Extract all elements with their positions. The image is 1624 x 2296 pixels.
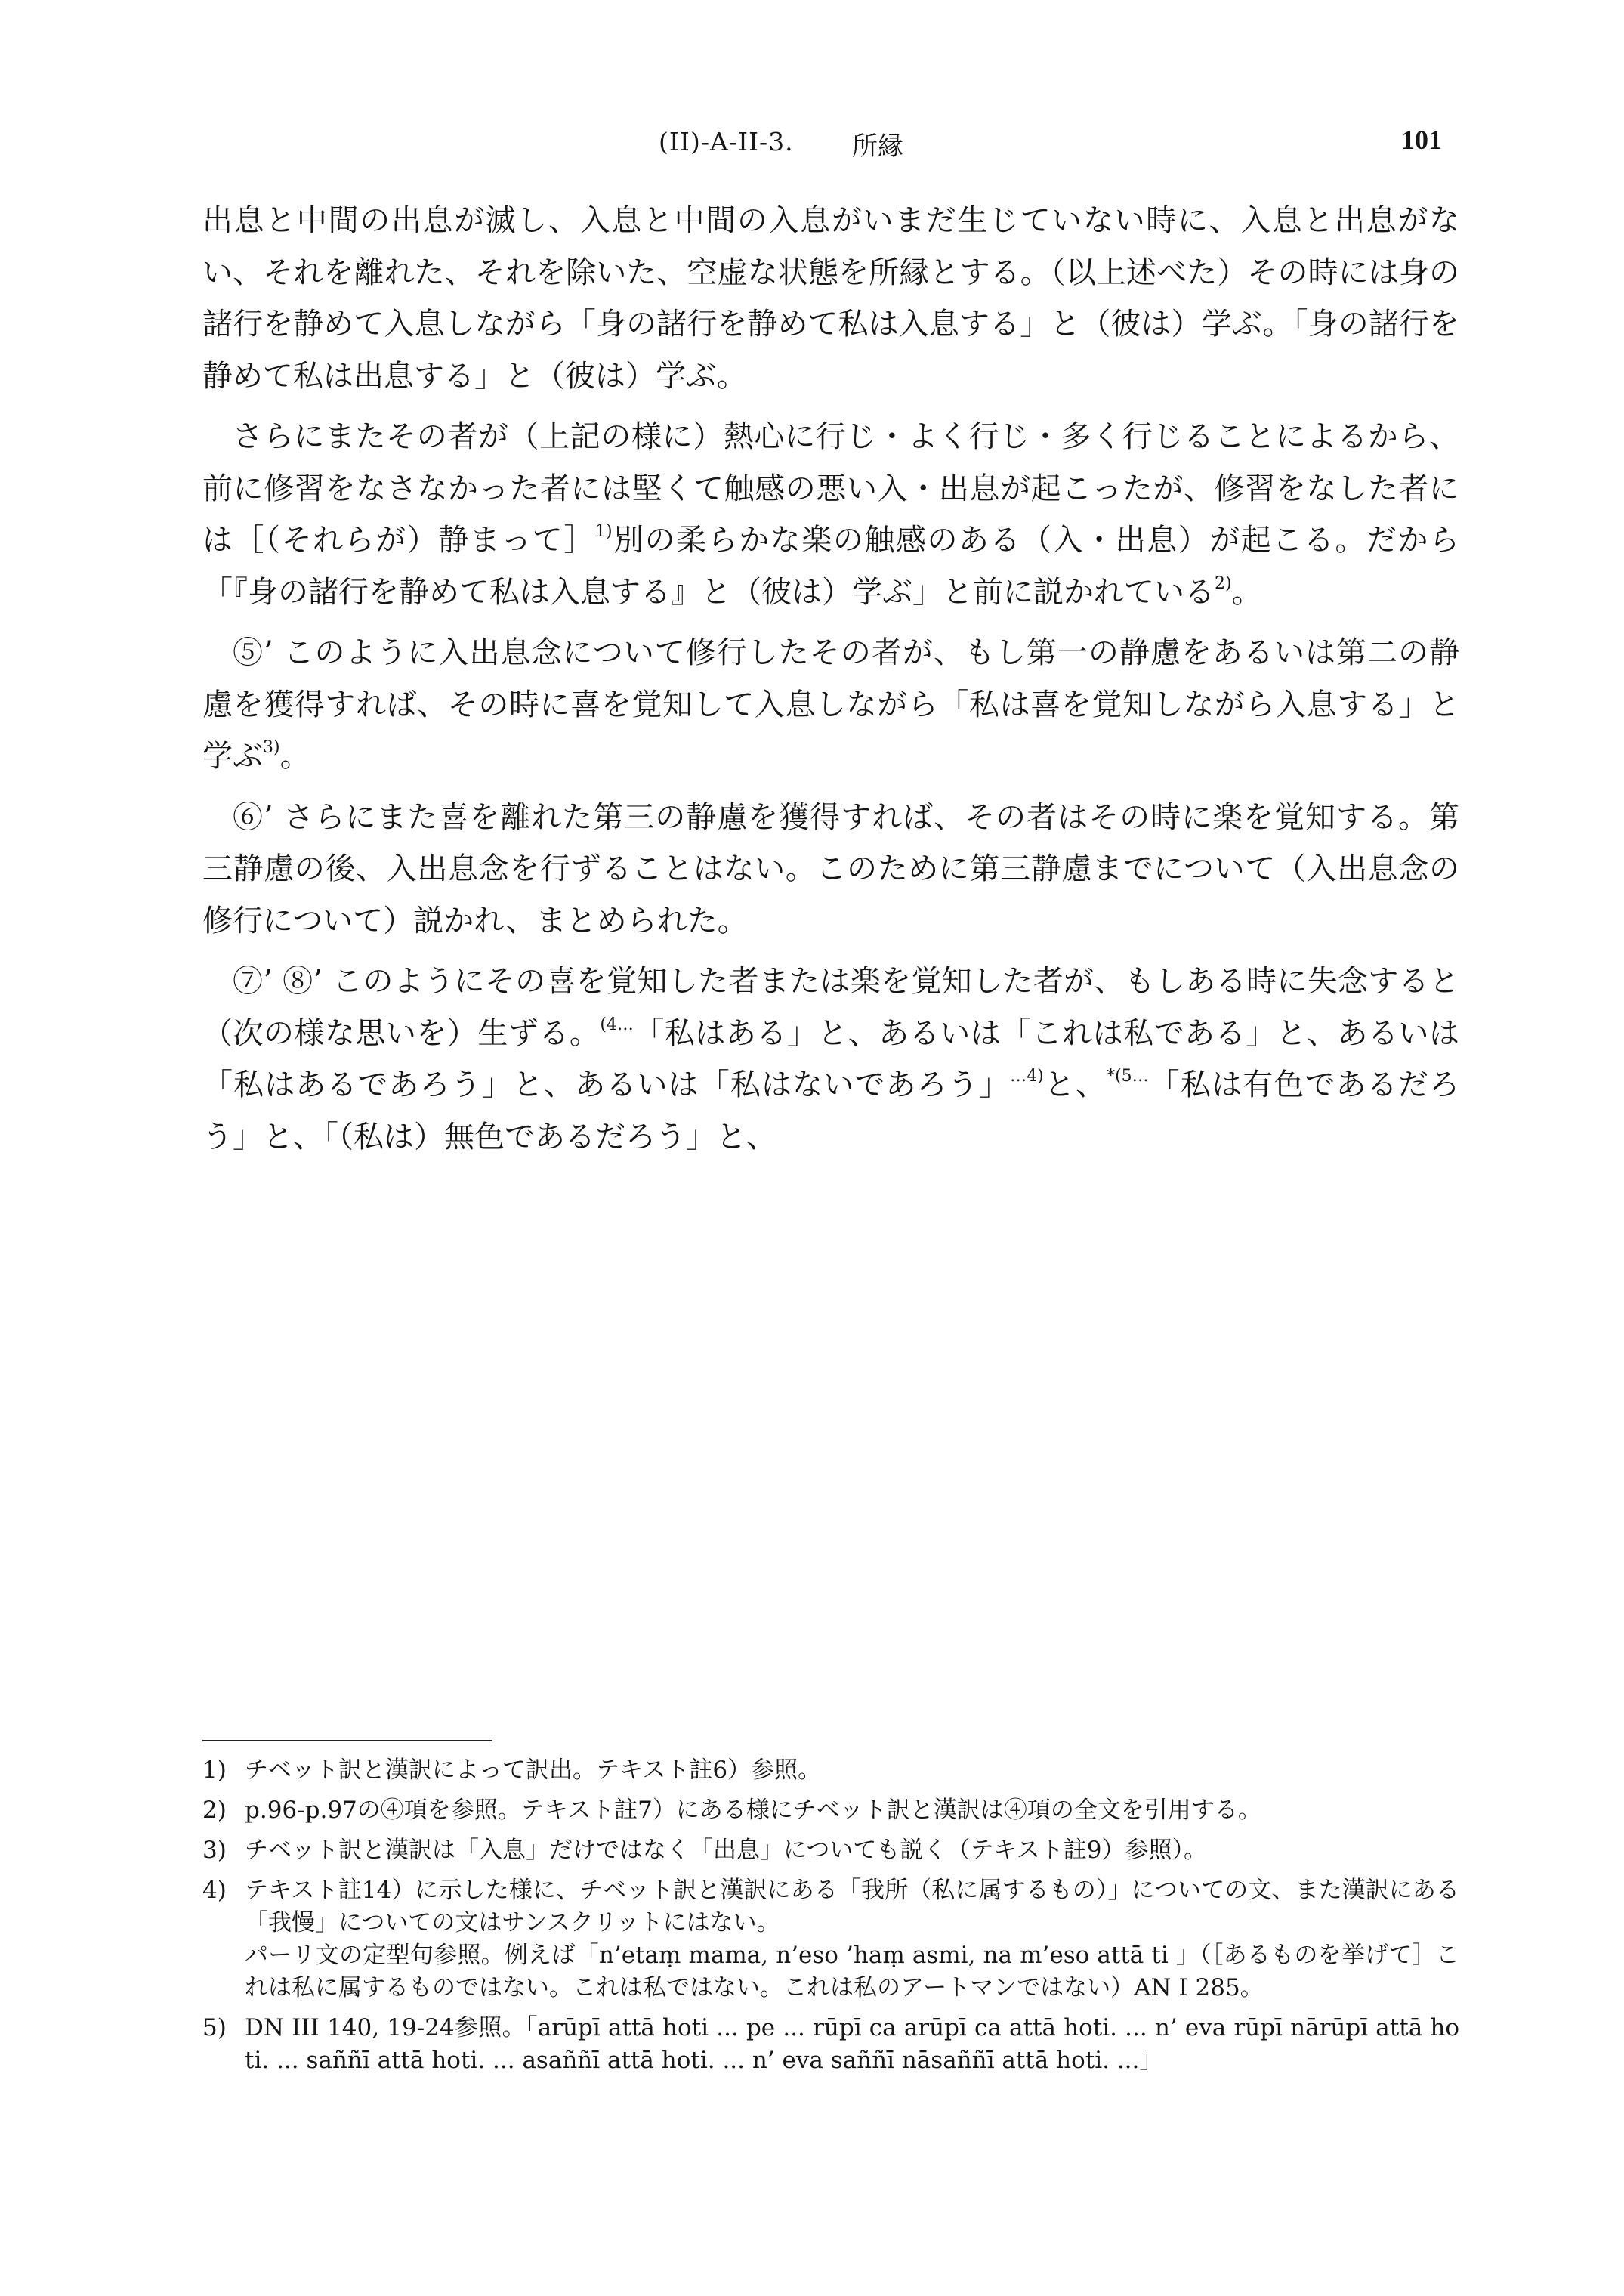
footnote-ref-3: 3) [263, 738, 280, 757]
footnote-2: 2) p.96-p.97の④項を参照。テキスト註7）にある様にチベット訳と漢訳は④項の全文を引用する。 [202, 1797, 1261, 1824]
page-number: 101 [1401, 125, 1442, 155]
footnote-ref-4-end: …4) [1010, 1067, 1044, 1086]
section-number: (II)-A-II-3. [659, 127, 794, 156]
paragraph-3: ⑤’ このように入出息念について修行したその者が、もし第一の静慮をあるいは第二の静慮を獲得すれば、その時に喜を覚知して入息しながら「私は喜を覚知しながら入息する」と学ぶ$^{3)}$。 [202, 635, 1459, 774]
running-header [0, 127, 1624, 172]
paragraph-5: ⑦’ ⑧’ このようにその喜を覚知した者または楽を覚知した者が、もしある時に失念すると（次の様な思いを）生ずる。$^{(4\dots}$「私はある」と、あるいは「これは私である」と、あるいは「私はあるであろう」と、あるいは「私はないであろう」$^{\dots 4)}$と、$^{*(5\dots}$「私は有色であるだろう」と、「（私は）無色であるだろう」と、 [202, 964, 1460, 1154]
paragraph-2: さらにまたその者が（上記の様に）熱心に行じ・よく行じ・多く行じることによるから、前に修習をなさなかった者には堅くて触感の悪い入・出息が起こったが、修習をなした者には［（それらが）静まって］$^{1)}$別の柔らかな楽の触感のある（入・出息）が起こる。だから「『身の諸行を静めて私は入息する』と（彼は）学ぶ」と前に説かれている$^{2)}$。 [202, 419, 1460, 610]
footnote-5: 5) DN III 140, 19-24参照。「arūpī attā hoti ... pe ... rūpī ca arūpī ca attā hoti. ... n’ eva rūpī nārūpī attā hoti. ... saññī attā hoti. ... asaññī attā hoti. ... n’ eva saññī nāsaññī attā hoti. ...」 [202, 2014, 1459, 2074]
footnote-ref-4-start: (4… [600, 1015, 634, 1034]
section-title: 所縁 [852, 131, 903, 162]
footnote-ref-1: 1) [594, 522, 613, 541]
footnote-separator [202, 1740, 492, 1741]
footnote-1: 1) チベット訳と漢訳によって訳出。テキスト註6）参照。 [202, 1757, 822, 1784]
main-text [202, 195, 1459, 1172]
footnote-4: 4) テキスト註14）に示した様に、チベット訳と漢訳にある「我所（私に属するもの）」についての文、また漢訳にある「我慢」についての文はサンスクリットにはない。 パーリ文の定型句参照。例えば「n’etaṃ mama, n’eso ’haṃ asmi, na m’eso attā ti 」（［あるものを挙げて］これは私に属するものではない。これは私ではない。これは私のアートマンではない）AN I 285。 [202, 1877, 1459, 2001]
paragraph-4: ⑥’ さらにまた喜を離れた第三の静慮を獲得すれば、その者はその時に楽を覚知する。第三静慮の後、入出息念を行ずることはない。このために第三静慮までについて（入出息念の修行について）説かれ、まとめられた。 [202, 799, 1459, 938]
footnote-ref-5-start: *(5… [1107, 1067, 1149, 1086]
footnote-ref-2: 2) [1215, 573, 1232, 593]
paragraph-1: 出息と中間の出息が滅し、入息と中間の入息がいまだ生じていない時に、入息と出息がない、それを離れた、それを除いた、空虚な状態を所縁とする。（以上述べた）その時には身の諸行を静めて入息しながら「身の諸行を静めて私は入息する」と（彼は）学ぶ。「身の諸行を静めて私は出息する」と（彼は）学ぶ。 [202, 203, 1459, 394]
footnote-3: 3) チベット訳と漢訳は「入息」だけではなく「出息」についても説く（テキスト註9）参照）。 [202, 1837, 1207, 1864]
footnotes [202, 1754, 1459, 2084]
